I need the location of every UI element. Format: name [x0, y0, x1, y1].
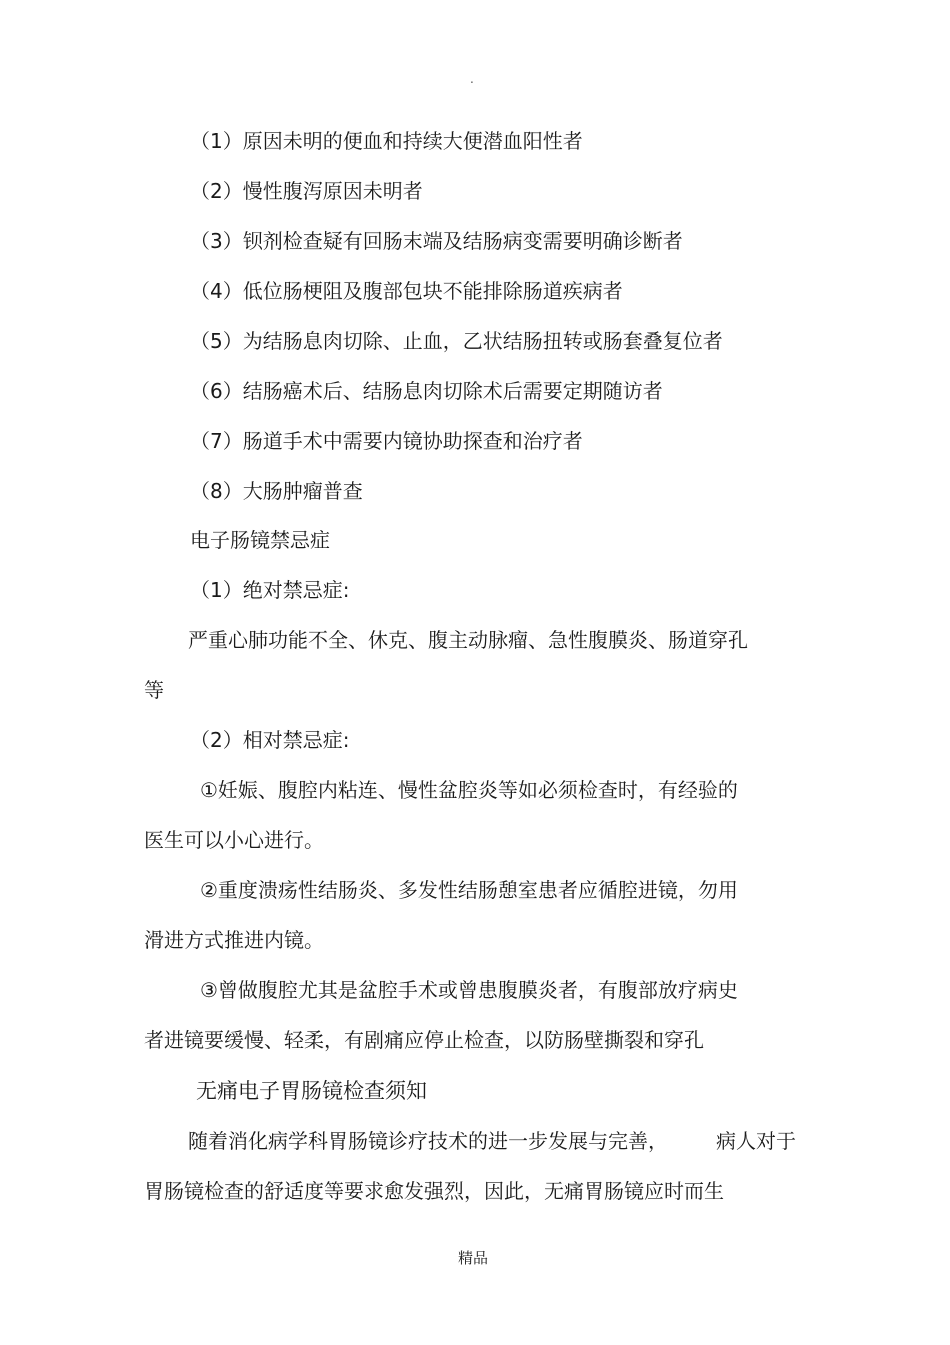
- indication-item: （1）原因未明的便血和持续大便潜血阳性者: [190, 129, 583, 153]
- relative-contraindication-item: 医生可以小心进行。: [144, 828, 324, 852]
- indication-item: （5）为结肠息肉切除、止血，乙状结肠扭转或肠套叠复位者: [190, 329, 723, 353]
- footer-label: 精品: [458, 1249, 489, 1267]
- paragraph-text: 病人对于: [716, 1129, 796, 1153]
- contraindications-title: 电子肠镜禁忌症: [190, 528, 330, 552]
- indication-item: （4）低位肠梗阻及腹部包块不能排除肠道疾病者: [190, 279, 623, 303]
- header-mark: .: [470, 72, 474, 86]
- relative-contraindication-item: ③曾做腹腔尤其是盆腔手术或曾患腹膜炎者，有腹部放疗病史: [200, 978, 738, 1002]
- relative-contraindication-label: （2）相对禁忌症:: [190, 728, 350, 752]
- absolute-contraindication-text: 严重心肺功能不全、休克、腹主动脉瘤、急性腹膜炎、肠道穿孔: [188, 628, 748, 652]
- indication-item: （2）慢性腹泻原因未明者: [190, 179, 423, 203]
- absolute-contraindication-label: （1）绝对禁忌症:: [190, 578, 350, 602]
- indication-item: （8）大肠肿瘤普查: [190, 479, 363, 503]
- absolute-contraindication-text: 等: [144, 678, 164, 702]
- paragraph-text: 胃肠镜检查的舒适度等要求愈发强烈，因此，无痛胃肠镜应时而生: [144, 1179, 724, 1203]
- indication-item: （6）结肠癌术后、结肠息肉切除术后需要定期随访者: [190, 379, 663, 403]
- relative-contraindication-item: 滑进方式推进内镜。: [144, 928, 324, 952]
- section-heading: 无痛电子胃肠镜检查须知: [196, 1079, 427, 1103]
- indication-item: （3）钡剂检查疑有回肠末端及结肠病变需要明确诊断者: [190, 229, 683, 253]
- indication-item: （7）肠道手术中需要内镜协助探查和治疗者: [190, 429, 583, 453]
- paragraph-text: 随着消化病学科胃肠镜诊疗技术的进一步发展与完善，: [188, 1129, 668, 1153]
- relative-contraindication-item: 者进镜要缓慢、轻柔，有剧痛应停止检查，以防肠壁撕裂和穿孔: [144, 1028, 704, 1052]
- relative-contraindication-item: ②重度溃疡性结肠炎、多发性结肠憩室患者应循腔进镜，勿用: [200, 878, 738, 902]
- relative-contraindication-item: ①妊娠、腹腔内粘连、慢性盆腔炎等如必须检查时，有经验的: [200, 778, 738, 802]
